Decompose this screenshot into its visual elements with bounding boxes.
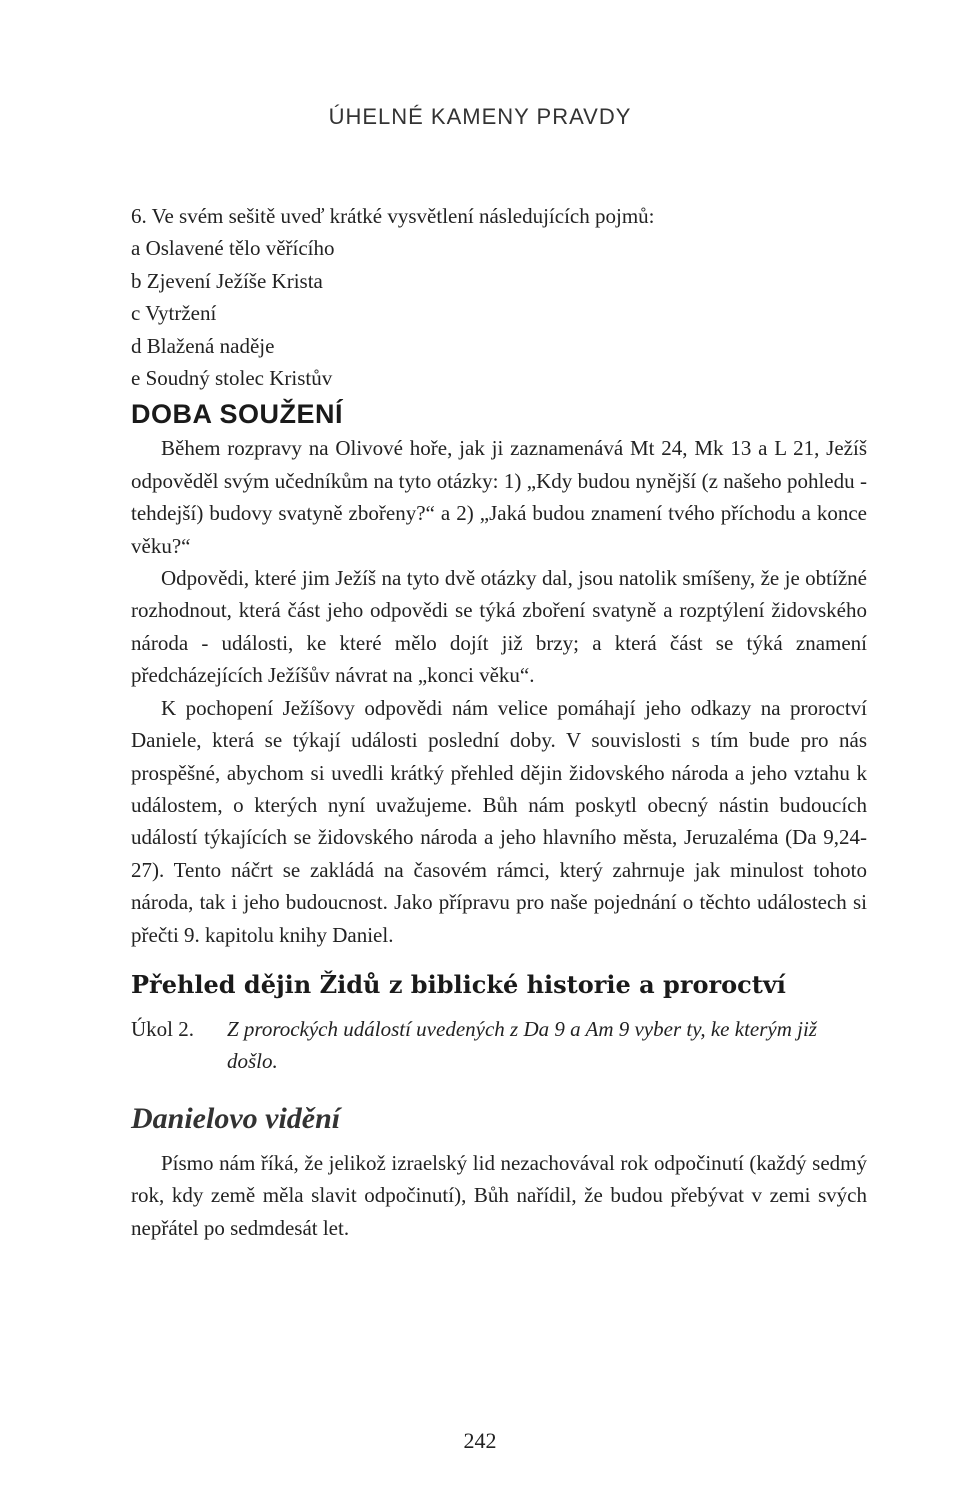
exercise-intro: 6. Ve svém sešitě uveď krátké vysvětlení následujících pojmů: (131, 204, 655, 228)
paragraph-seventy-years: Písmo nám říká, že jelikož izraelský lid nezachovával rok odpočinutí (každý sedmý rok, kdy země měla slavit odpočinutí), Bůh nařídil, že budou přebývat v zemi svých nepřátel po sedmdesát let. (131, 1150, 867, 1240)
task-label: Úkol 2. (131, 1016, 194, 1041)
exercise-item-c: c Vytržení (131, 301, 217, 326)
section-heading-danielovo-videni: Danielovo vidění (131, 1101, 341, 1135)
task-text: Z prorockých událostí uvedených z Da 9 a Am 9 vyber ty, ke kterým již došlo. (227, 1016, 817, 1073)
exercise-item-d: d Blažená naděje (131, 333, 275, 358)
section-heading-doba-souzeni: DOBA SOUŽENÍ (131, 399, 344, 430)
section-heading-prehled: Přehled dějin Židů z biblické historie a proroctví (131, 969, 786, 999)
paragraph-mixed-answers: Odpovědi, které jim Ježíš na tyto dvě otázky dal, jsou natolik smíšeny, že je obtížné rozhodnout, která část jeho odpovědi se týká zboření svatyně a rozptýlení židovského národa - události, ke které mělo dojít již brzy; a která část se týká znamení předcházejících Ježíšův návrat na „konci věku“. (131, 566, 867, 688)
exercise-item-e: e Soudný stolec Kristův (131, 366, 333, 391)
exercise-item-b: b Zjevení Ježíše Krista (131, 268, 323, 293)
page-content (131, 200, 867, 1244)
running-header: ÚHELNÉ KAMENY PRAVDY (328, 104, 632, 129)
exercise-item-a: a Oslavené tělo věřícího (131, 236, 335, 261)
page-number: 242 (463, 1428, 497, 1453)
paragraph-olivet-discourse: Během rozpravy na Olivové hoře, jak ji zaznamenává Mt 24, Mk 13 a L 21, Ježíš odpověděl svým učedníkům na tyto otázky: 1) „Kdy budou nynější (z našeho pohledu - tehdejší) budovy svatyně zbořeny?“ a 2) „Jaká budou znamení tvého příchodu a konce věku?“ (131, 436, 867, 558)
paragraph-daniel-prophecy: K pochopení Ježíšovy odpovědi nám velice pomáhají jeho odkazy na proroctví Daniele, která se týkají události poslední doby. V souvislosti s tím bude pro nás prospěšné, abychom si uvedli krátký přehled dějin židovského národa a jeho vztahu k událostem, o kterých nyní uvažujeme. Bůh nám poskytl obecný nástin budoucích událostí týkajících se židovského národa a jeho hlavního města, Jeruzaléma (Da 9,24-27). Tento náčrt se zakládá na časovém rámci, který zahrnuje jak minulost tohoto národa, tak i jeho budoucnost. Jako přípravu pro naše pojednání o těchto událostech si přečti 9. kapitolu knihy Daniel. (131, 695, 867, 947)
task-block (131, 1013, 867, 1077)
